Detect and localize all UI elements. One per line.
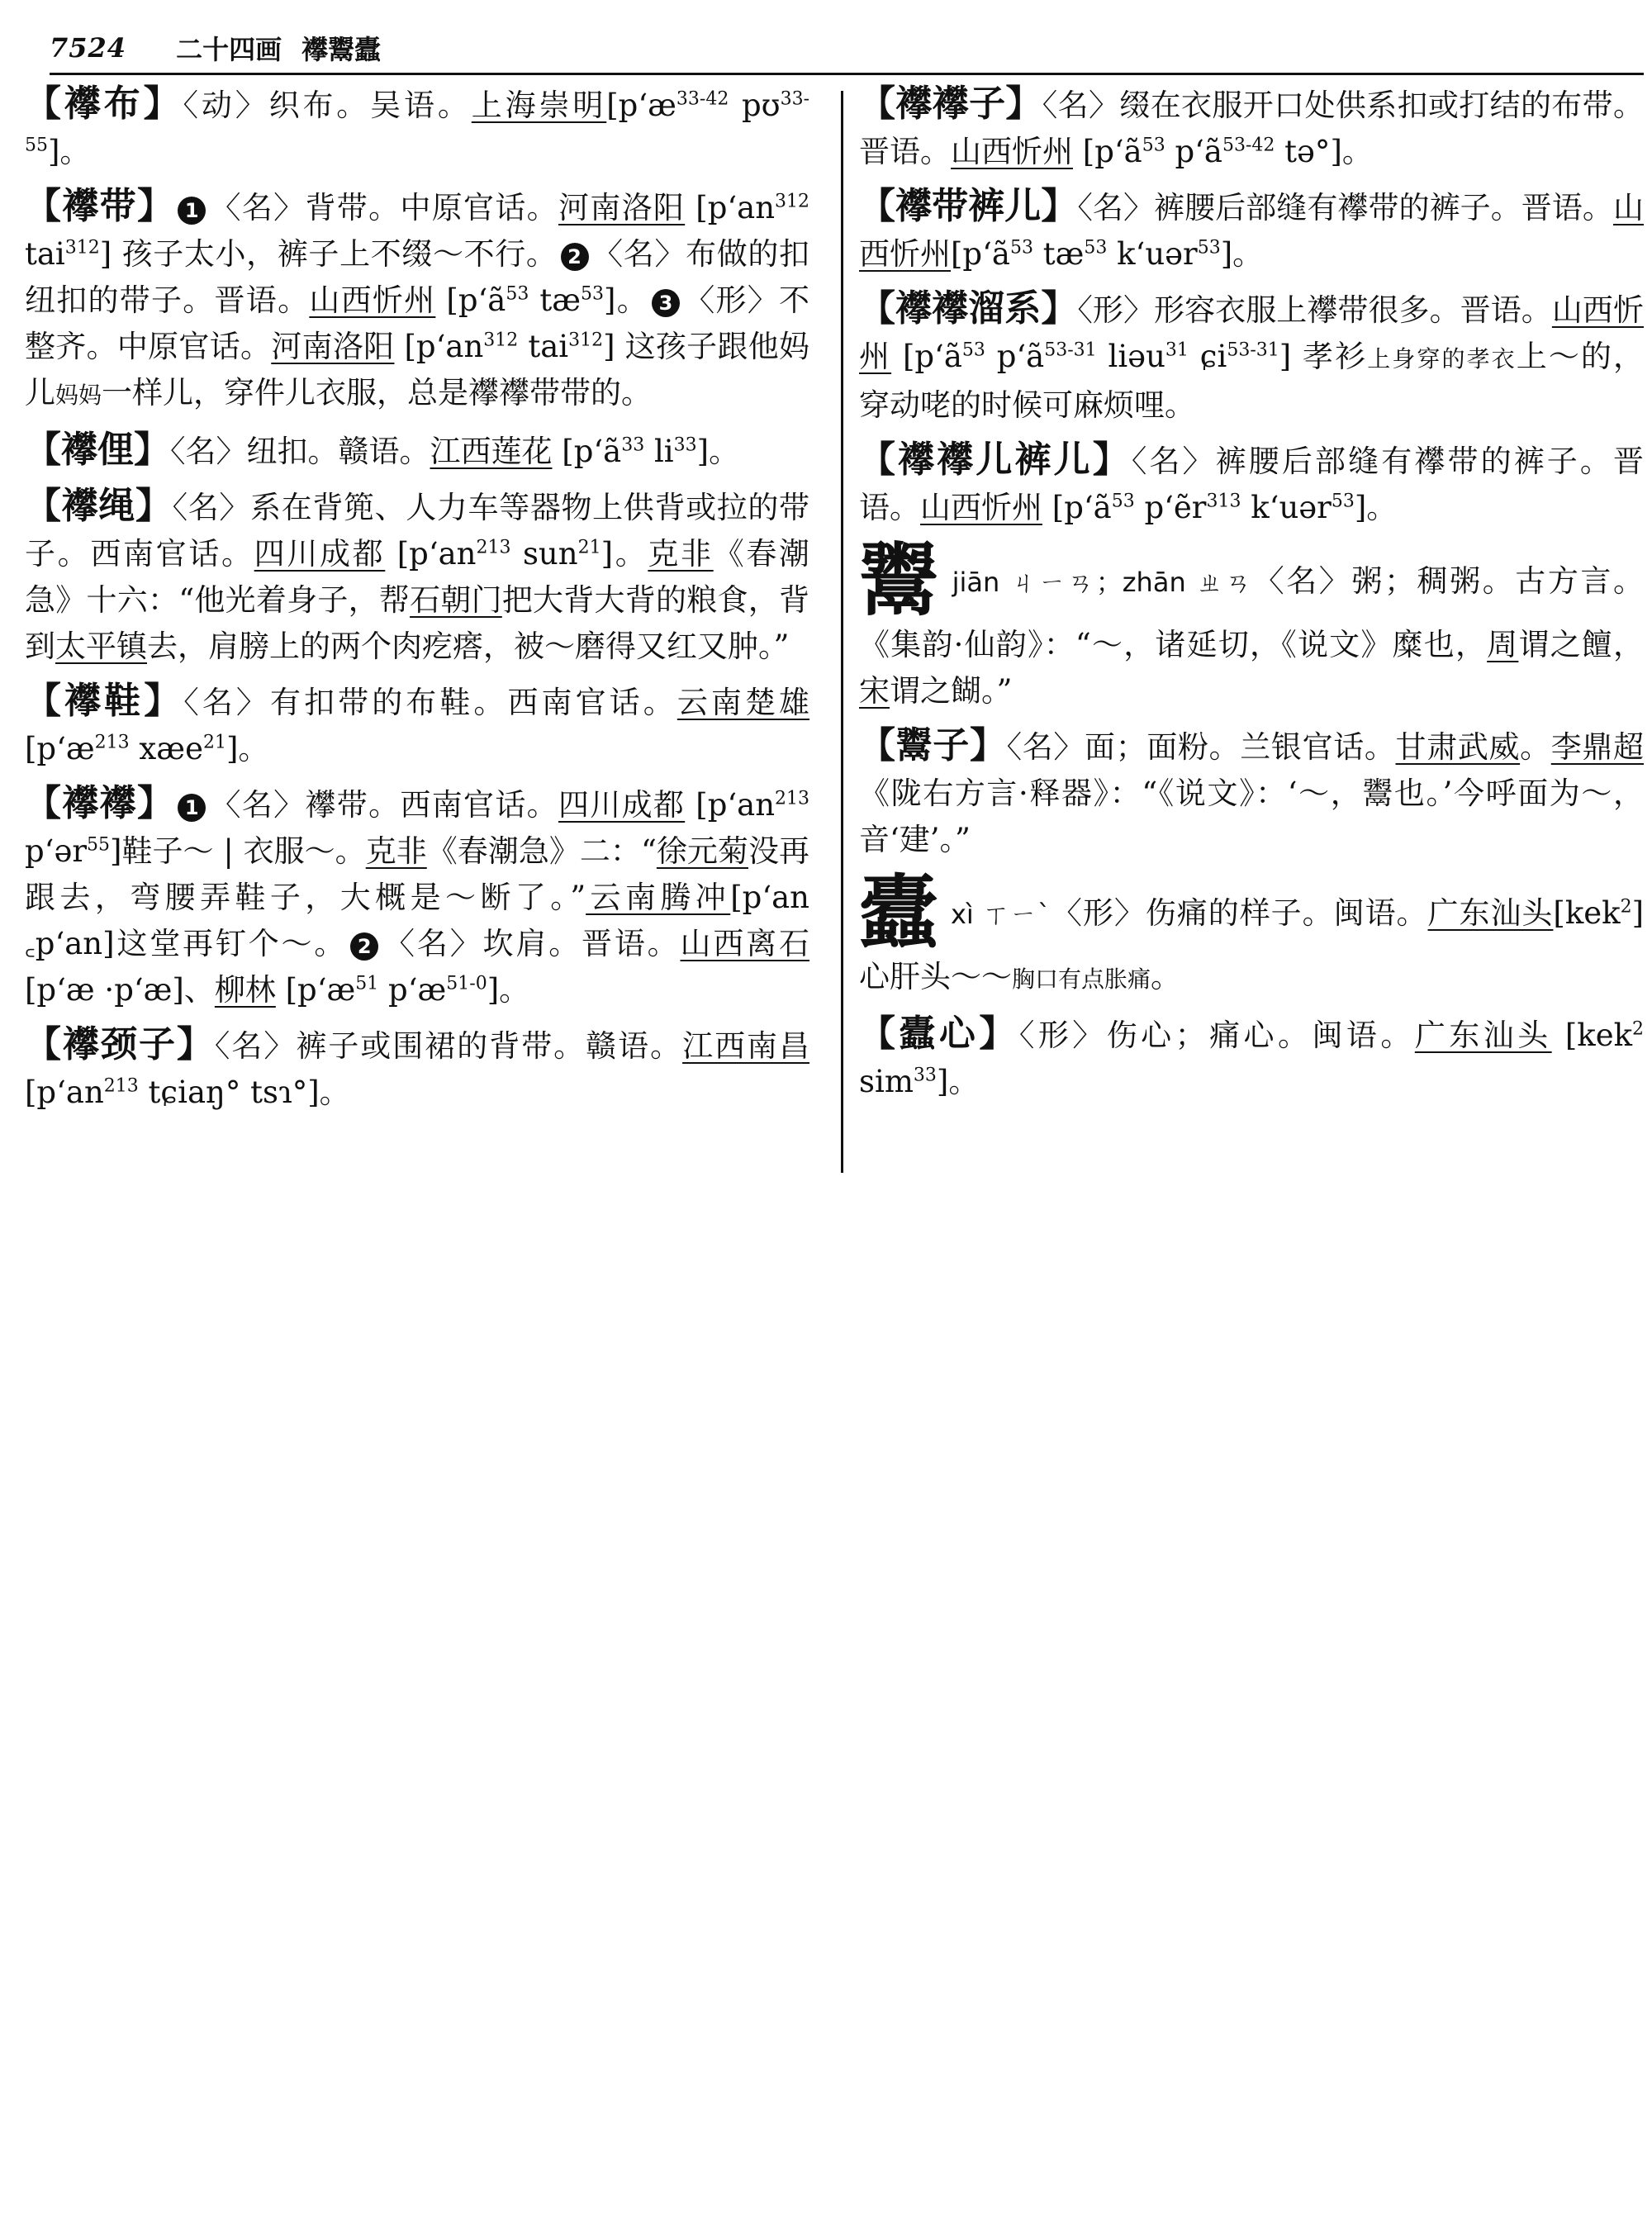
place-name: 四川成都	[558, 787, 686, 823]
place-name: 河南洛阳	[271, 329, 395, 364]
sense-number: 2	[561, 243, 589, 271]
person-name: 徐元菊	[656, 833, 748, 869]
place-name: 太平镇	[55, 629, 147, 664]
author-name: 克非	[648, 536, 714, 572]
page-number: 7524	[50, 32, 127, 64]
headword: 蠹心	[899, 1013, 980, 1055]
headword: 襻布	[64, 83, 144, 125]
entry-pan-xie: 【襻鞋】〈名〉有扣带的布鞋。西南官话。云南楚雄 [pʻæ$^{213}$ xæe$^{21}$]。	[25, 680, 810, 766]
person-name: 石朝门	[410, 582, 502, 618]
head-character: 鬻	[859, 534, 941, 627]
entry-xi-xin: 【蠹心】〈形〉伤心；痛心。闽语。广东汕头 [kek$^2$ sim$^{33}$]。	[859, 1013, 1645, 1099]
headword: 襻襻溜系	[895, 287, 1042, 330]
place-name: 四川成都	[254, 536, 386, 572]
column-divider	[841, 91, 843, 1173]
place-name: 云南楚雄	[676, 685, 810, 720]
dynasty-name: 周	[1487, 627, 1519, 662]
dynasty-name: 宋	[859, 673, 890, 709]
place-name: 广东汕头	[1414, 1018, 1552, 1053]
sense-number: 1	[178, 197, 206, 225]
entry-pan-pan-liu-xi: 【襻襻溜系】〈形〉形容衣服上襻带很多。晋语。山西忻州 [pʻã$^{53}$ pʻã$^{53-31}$ liəu$^{31}$ ɕi$^{53-31}$] 孝衫上身穿的孝衣上～的，穿动咾的时候可麻烦哩。	[859, 287, 1645, 423]
headword: 襻颈子	[62, 1023, 177, 1065]
author-name: 李鼎超	[1550, 729, 1645, 765]
place-name: 广东汕头	[1427, 895, 1554, 931]
right-column	[859, 81, 1644, 1113]
place-name: 甘肃武威	[1395, 729, 1521, 765]
place-name: 上海崇明	[471, 88, 607, 123]
pinyin: jiān ㄐㄧㄢ；zhān ㄓㄢ	[952, 567, 1254, 598]
headword: 襻襻子	[895, 83, 1006, 125]
entry-pan-bu: 【襻布】〈动〉织布。吴语。上海崇明[pʻæ$^{33-42}$ pʊ$^{33-55}$]。	[25, 83, 810, 169]
place-name: 山西离石	[680, 926, 810, 961]
entry-pan-pan-zi: 【襻襻子】〈名〉缀在衣服开口处供系扣或打结的布带。晋语。山西忻州 [pʻã$^{53}$ pʻã$^{53-42}$ tə°]。	[859, 83, 1645, 169]
place-name: 山西忻州	[859, 292, 1644, 374]
place-name: 江西南昌	[682, 1028, 810, 1064]
headword: 襻襻	[62, 782, 137, 824]
place-name: 江西莲花	[430, 434, 553, 469]
entry-pan-dai-ku-er: 【襻带裤儿】〈名〉裤腰后部缝有襻带的裤子。晋语。山西忻州[pʻã$^{53}$ $tæ^{53}$ kʻuər$^{53}$]。	[859, 185, 1644, 272]
place-name: 山西忻州	[951, 134, 1073, 169]
headword: 襻带	[62, 185, 137, 227]
headword: 襻俚	[61, 429, 134, 471]
head-character: 蠹	[859, 866, 939, 959]
place-name: 山西忻州	[920, 490, 1042, 525]
page-header	[50, 23, 1644, 75]
headword: 鬻子	[895, 724, 970, 766]
place-name: 山西忻州	[309, 282, 436, 318]
headword: 襻襻儿裤儿	[898, 439, 1093, 481]
sense-number: 1	[178, 794, 206, 822]
entry-pan-pan-er-ku-er: 【襻襻儿裤儿】〈名〉裤腰后部缝有襻带的裤子。晋语。山西忻州 [pʻã$^{53}$ pʻẽr$^{313}$ kʻuər$^{53}$]。	[859, 439, 1645, 525]
author-name: 克非	[365, 833, 427, 869]
entry-pan-li: 【襻俚】〈名〉纽扣。赣语。江西莲花 [pʻã$^{33}$ $li^{33}$]。	[25, 429, 740, 471]
entry-pan-dai: 【襻带】 1 〈名〉背带。中原官话。河南洛阳 [pʻan$^{312}$ tai$^{312}$] 孩子太小，裤子上不缀～不行。 2 〈名〉布做的扣纽扣的带子。晋语。山西忻州 [pʻã$^{53}$ $tæ^{53}$]。 3 〈形〉不整齐。中原官话。河南洛阳 [pʻan$^{312}$ tai$^{312}$] 这孩子跟他妈儿妈妈一样儿，穿件儿衣服，总是襻襻带带的。	[25, 185, 810, 410]
sense-number: 3	[652, 289, 680, 317]
entry-xi: 蠹xì ㄒㄧˋ〈形〉伤痛的样子。闽语。广东汕头[kek$^2$] 心肝头～～胸口有点胀痛。	[859, 866, 1645, 994]
pinyin: xì ㄒㄧˋ	[950, 899, 1051, 930]
headword: 襻鞋	[64, 680, 145, 722]
place-name: 河南洛阳	[558, 190, 686, 225]
entry-pan-sheng: 【襻绳】〈名〉系在背篼、人力车等器物上供背或拉的带子。西南官话。四川成都 [pʻan$^{213}$ sun$^{21}$]。克非《春潮急》十六：“他光着身子，帮石朝门把大背大背的粮食，背到太平镇去，肩膀上的两个肉疙瘩，被～磨得又红又肿。”	[25, 485, 810, 664]
place-name: 山西忻州	[859, 190, 1644, 272]
sense-number: 2	[350, 932, 378, 961]
place-name: 柳林	[214, 972, 276, 1008]
section-title: 二十四画	[176, 34, 282, 65]
entry-zhan: 鬻jiān ㄐㄧㄢ；zhān ㄓㄢ〈名〉粥；稠粥。古方言。《集韵·仙韵》：“～，诸延切，《说文》糜也，周谓之饘，宋谓之餬。”	[859, 534, 1645, 709]
entry-zhan-zi: 【鬻子】〈名〉面；面粉。兰银官话。甘肃武威。李鼎超《陇右方言·释器》：“《说文》：‘～，鬻也。’今呼面为～，音‘建’。”	[859, 724, 1645, 857]
header-characters: 襻鬻蠹	[301, 34, 382, 65]
headword: 襻绳	[61, 485, 135, 527]
left-column	[25, 81, 809, 1124]
place-name: 云南腾冲	[586, 880, 731, 915]
entry-pan-jing-zi: 【襻颈子】〈名〉裤子或围裙的背带。赣语。江西南昌 [pʻan$^{213}$ tɕiaŋ° tsɿ°]。	[25, 1023, 810, 1110]
headword: 襻带裤儿	[895, 185, 1042, 227]
entry-pan-pan: 【襻襻】 1 〈名〉襻带。西南官话。四川成都 [pʻan$^{213}$ pʻər$^{55}$]鞋子～ | 衣服～。克非《春潮急》二：“徐元菊没再跟去，弯腰弄鞋子，大概是～断了。”云南腾冲[pʻan ꜀pʻan]这堂再钉个～。 2 〈名〉坎肩。晋语。山西离石 [pʻæ ·pʻæ]、柳林 [pʻæ$^{51}$ pʻæ$^{51-0}$]。	[25, 782, 810, 1008]
